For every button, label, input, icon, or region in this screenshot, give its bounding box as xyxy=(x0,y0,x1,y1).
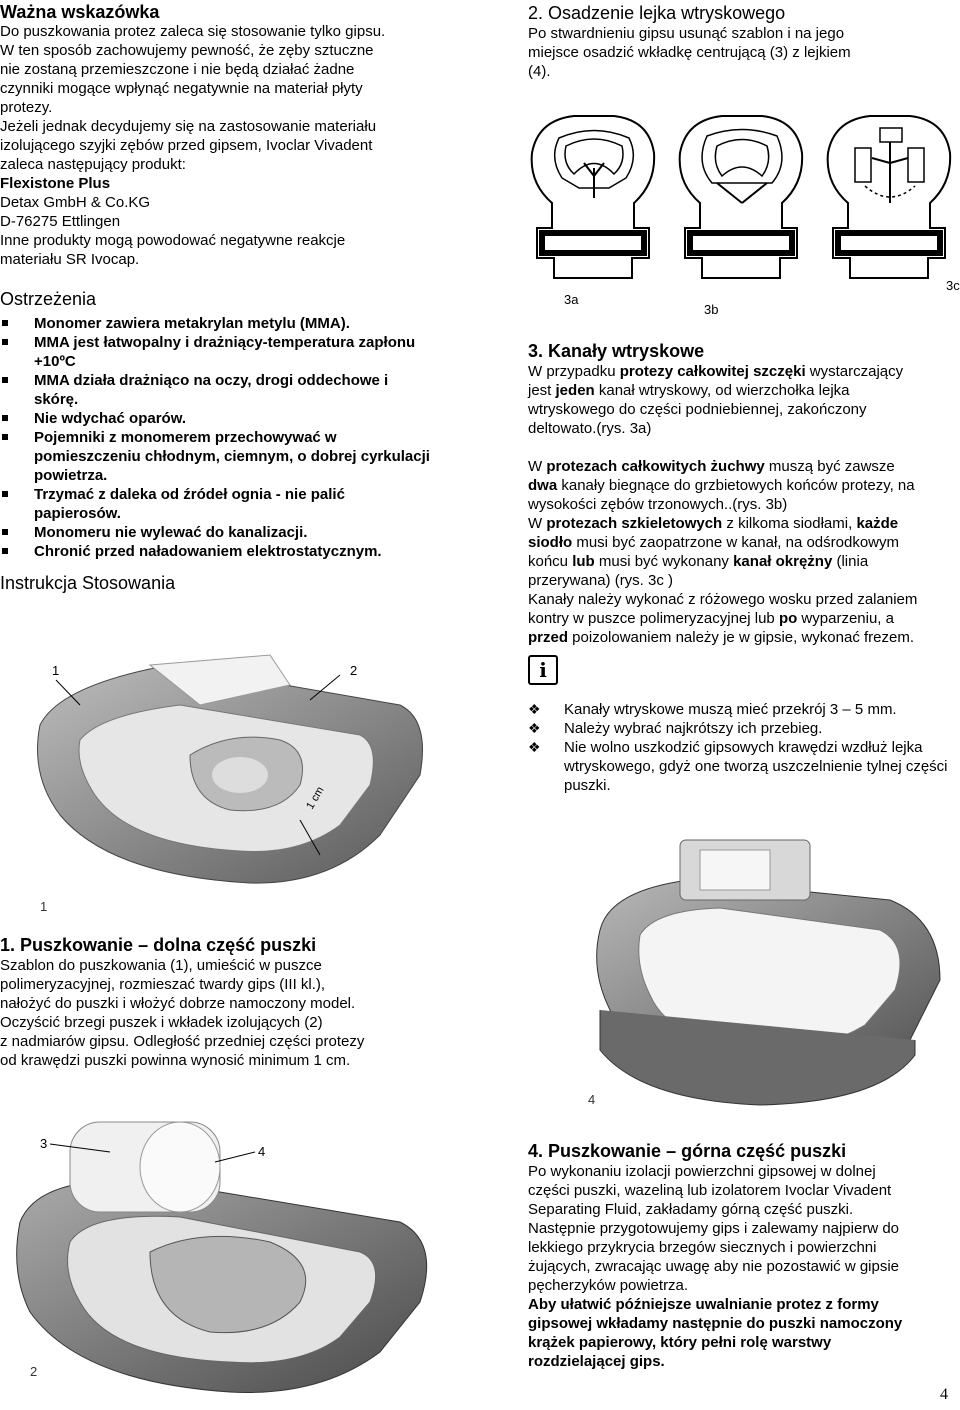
warning-line: nie zostaną przemieszczone i nie będą działać żadne xyxy=(0,61,355,78)
instructions-title: Instrukcja Stosowania xyxy=(0,573,176,593)
section-1-line: Szablon do puszkowania (1), umieścić w puszce xyxy=(0,957,322,974)
emphasis: jeden xyxy=(555,382,595,399)
text: poizolowaniem należy je w gipsie, wykonać frezem. xyxy=(568,629,915,646)
text: deltowato.(rys. 3a) xyxy=(528,420,652,437)
section-1-title: Puszkowanie – dolna część puszki xyxy=(20,935,317,955)
section-1-line: z nadmiarów gipsu. Odległość przedniej części protezy xyxy=(0,1033,365,1050)
warnings-section xyxy=(0,288,470,561)
warning-title: Ważna wskazówka xyxy=(0,2,160,22)
warning-item: MMA działa drażniąco na oczy, drogi oddechowe i skórę. xyxy=(0,371,430,409)
product-line: Inne produkty mogą powodować negatywne reakcje xyxy=(0,232,346,249)
emphasis: każde xyxy=(856,515,899,532)
section-3-paragraph-4 xyxy=(528,590,960,647)
warning-item: Monomeru nie wylewać do kanalizacji. xyxy=(0,523,430,542)
section-4-line: Po wykonaniu izolacji powierzchni gipsowej w dolnej xyxy=(528,1163,876,1180)
emphasis: dwa xyxy=(528,477,558,494)
figure-2-illustration xyxy=(0,1112,470,1402)
section-4-bold-line: krążek papierowy, który pełni rolę warstwy xyxy=(528,1334,832,1351)
text: W xyxy=(528,458,547,475)
section-1-line: polimeryzacyjnej, rozmieszać twardy gips (III kl.), xyxy=(0,976,326,993)
text: Kanały należy wykonać z różowego wosku przed zalaniem xyxy=(528,591,918,608)
tip-item xyxy=(528,738,958,795)
warning-line: czynniki mogące wpłynąć negatywnie na materiał płyty xyxy=(0,80,363,97)
emphasis: przed xyxy=(528,629,569,646)
text: końcu xyxy=(528,553,573,570)
figure-3b-label: 3b xyxy=(704,302,719,317)
section-3-paragraph-1 xyxy=(528,362,960,438)
figure-1-label-cm: 1 cm xyxy=(304,784,327,812)
text: W przypadku xyxy=(528,363,620,380)
section-3 xyxy=(528,340,960,647)
emphasis: lub xyxy=(572,553,595,570)
section-1-heading xyxy=(0,934,470,956)
diamond-bullet-icon: ❖ xyxy=(528,739,541,755)
section-2-heading xyxy=(528,2,960,24)
figure-1-caption: 1 xyxy=(40,899,48,914)
section-4-line: żujących, zwracając uwagę aby nie pozostawić w gipsie xyxy=(528,1258,900,1275)
section-1-number: 1. xyxy=(0,935,16,955)
section-2-line: miejsce osadzić wkładkę centrującą (3) z lejkiem xyxy=(528,44,851,61)
text: kontry w puszce polimeryzacyjnej lub xyxy=(528,610,779,627)
warnings-list xyxy=(0,314,430,561)
product-name: Flexistone Plus xyxy=(0,175,111,192)
warning-item: Monomer zawiera metakrylan metylu (MMA). xyxy=(0,314,430,333)
section-4-number: 4. xyxy=(528,1141,544,1161)
text: z kilkoma siodłami, xyxy=(722,515,857,532)
text: musi być zaopatrzone w kanał, na odśrodkowym xyxy=(572,534,899,551)
section-2-number: 2. xyxy=(528,3,544,23)
tip-text: Nie wolno uszkodzić gipsowych krawędzi wzdłuż lejka wtryskowego, gdyż one tworzą uszczelnienie tylnej części puszki. xyxy=(564,739,948,794)
emphasis: kanał okrężny xyxy=(733,553,833,570)
figure-3 xyxy=(514,108,960,323)
section-4-title: Puszkowanie – górna część puszki xyxy=(548,1141,847,1161)
section-2-line: Po stwardnieniu gipsu usunąć szablon i na jego xyxy=(528,25,845,42)
warning-item: Trzymać z daleka od źródeł ognia - nie palić papierosów. xyxy=(0,485,430,523)
warning-item: Chronić przed naładowaniem elektrostatycznym. xyxy=(0,542,430,561)
emphasis: po xyxy=(778,610,798,627)
figure-3c-label: 3c xyxy=(946,278,960,293)
warning-line: Jeżeli jednak decydujemy się na zastosowanie materiału xyxy=(0,118,377,135)
text: jest xyxy=(528,382,556,399)
info-icon: i xyxy=(528,655,558,685)
section-4-line: części puszki, wazeliną lub izolatorem Ivoclar Vivadent xyxy=(528,1182,892,1199)
tip-item xyxy=(528,700,958,719)
section-3-title: Kanały wtryskowe xyxy=(548,341,705,361)
figure-3-diagrams xyxy=(514,108,960,323)
section-3-number: 3. xyxy=(528,341,544,361)
product-line: materiału SR Ivocap. xyxy=(0,251,140,268)
warning-line: zaleca następujący produkt: xyxy=(0,156,186,173)
figure-4-caption: 4 xyxy=(588,1092,596,1107)
text: wysokości zębów trzonowych..(rys. 3b) xyxy=(528,496,788,513)
warning-line: protezy. xyxy=(0,99,53,116)
emphasis: siodło xyxy=(528,534,573,551)
emphasis: protezach całkowitych żuchwy xyxy=(546,458,765,475)
text: wyparzeniu, a xyxy=(797,610,894,627)
text: musi być wykonany xyxy=(594,553,734,570)
figure-1-label-1: 1 xyxy=(52,663,60,678)
section-4-bold-line: Aby ułatwić późniejsze uwalnianie protez z formy xyxy=(528,1296,879,1313)
page-number: 4 xyxy=(940,1386,948,1403)
section-3-heading xyxy=(528,340,960,362)
text: przerywana) (rys. 3c ) xyxy=(528,572,674,589)
section-1-line: nałożyć do puszki i włożyć dobrze namoczony model. xyxy=(0,995,356,1012)
product-line: Detax GmbH & Co.KG xyxy=(0,194,151,211)
tip-item xyxy=(528,719,958,738)
section-4-heading xyxy=(528,1140,960,1162)
section-2-title: Osadzenie lejka wtryskowego xyxy=(548,3,786,23)
warning-item: MMA jest łatwopalny i drażniący-temperatura zapłonu +10ºC xyxy=(0,333,430,371)
warning-item: Nie wdychać oparów. xyxy=(0,409,430,428)
figure-4 xyxy=(560,820,960,1110)
warning-line: Do puszkowania protez zaleca się stosowanie tylko gipsu. xyxy=(0,23,386,40)
figure-2-caption: 2 xyxy=(30,1364,38,1379)
tips-list xyxy=(528,700,958,795)
diamond-bullet-icon: ❖ xyxy=(528,720,541,736)
section-1 xyxy=(0,934,470,1070)
section-4-line: pęcherzyków powietrza. xyxy=(528,1277,689,1294)
section-4-line: Następnie przygotowujemy gips i zalewamy najpierw do xyxy=(528,1220,900,1237)
warning-item: Pojemniki z monomerem przechowywać w pomieszczeniu chłodnym, ciemnym, o dobrej cyrkulacji powietrza. xyxy=(0,428,430,485)
tip-text: Kanały wtryskowe muszą mieć przekrój 3 – 5 mm. xyxy=(564,701,897,718)
figure-4-illustration xyxy=(560,820,960,1110)
section-4-line: lekkiego przykrycia brzegów siecznych i powierzchni xyxy=(528,1239,877,1256)
section-3-paragraph-2 xyxy=(528,457,960,514)
warning-line: W ten sposób zachowujemy pewność, że zęby sztuczne xyxy=(0,42,374,59)
section-4-bold-line: rozdzielającej gips. xyxy=(528,1353,665,1370)
text: kanały biegnące do grzbietowych końców protezy, na xyxy=(557,477,915,494)
section-4-bold-line: gipsowej wkładamy następnie do puszki namoczony xyxy=(528,1315,903,1332)
figure-2-label-4: 4 xyxy=(258,1144,266,1159)
figure-3a-label: 3a xyxy=(564,292,579,307)
figure-1-illustration xyxy=(0,645,470,915)
figure-1-label-2: 2 xyxy=(350,663,358,678)
text: (linia xyxy=(832,553,869,570)
diagram-3b xyxy=(680,116,803,278)
text: kanał wtryskowy, od wierzchołka lejka xyxy=(594,382,850,399)
warning-section xyxy=(0,2,470,269)
section-1-line: Oczyścić brzegi puszek i wkładek izolujących (2) xyxy=(0,1014,323,1031)
text: wystarczający xyxy=(805,363,904,380)
figure-2 xyxy=(0,1112,470,1402)
text: W xyxy=(528,515,547,532)
figure-1 xyxy=(0,645,470,915)
diagram-3c xyxy=(828,116,951,278)
tip-text: Należy wybrać najkrótszy ich przebieg. xyxy=(564,720,823,737)
figure-2-label-3: 3 xyxy=(40,1136,48,1151)
product-line: D-76275 Ettlingen xyxy=(0,213,121,230)
section-2-line: (4). xyxy=(528,63,551,80)
text: wtryskowego do części podniebiennej, zakończony xyxy=(528,401,867,418)
warning-line: izolującego szyjki zębów przed gipsem, Ivoclar Vivadent xyxy=(0,137,373,154)
section-2 xyxy=(528,2,960,81)
section-4-line: Separating Fluid, zakładamy górną część puszki. xyxy=(528,1201,854,1218)
warnings-title: Ostrzeżenia xyxy=(0,289,97,309)
diagram-3a xyxy=(532,116,655,278)
section-4 xyxy=(528,1140,960,1371)
emphasis: protezach szkieletowych xyxy=(546,515,723,532)
diamond-bullet-icon: ❖ xyxy=(528,701,541,717)
section-1-line: od krawędzi puszki powinna wynosić minimum 1 cm. xyxy=(0,1052,351,1069)
section-3-paragraph-3 xyxy=(528,514,960,590)
text: muszą być zawsze xyxy=(764,458,895,475)
emphasis: protezy całkowitej szczęki xyxy=(619,363,806,380)
